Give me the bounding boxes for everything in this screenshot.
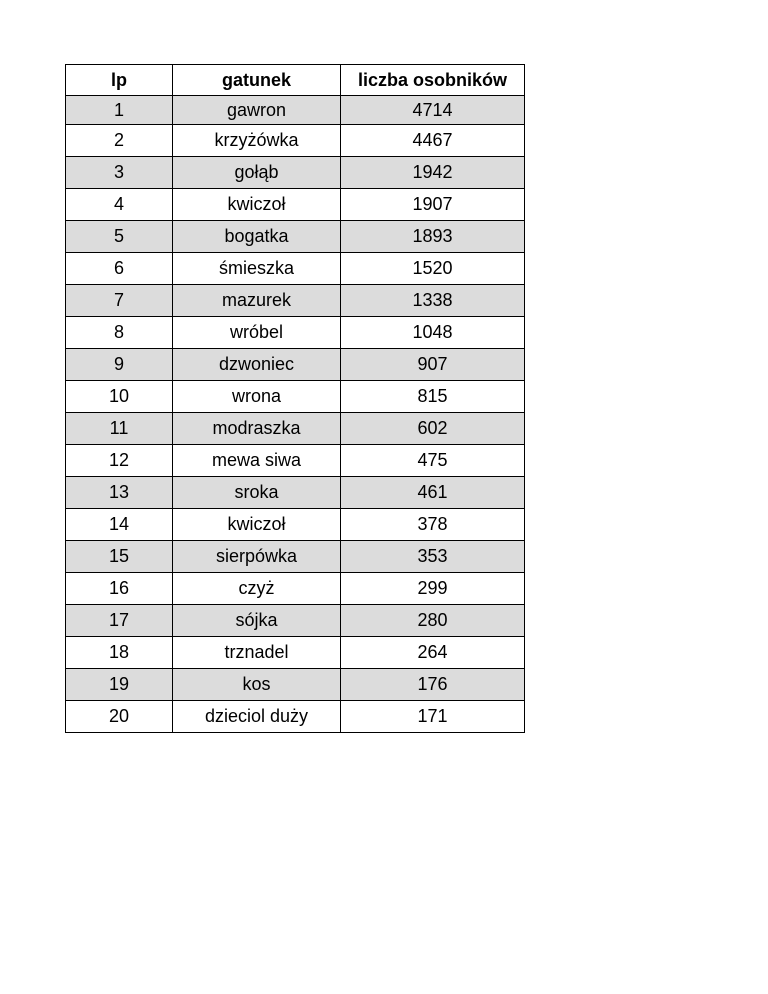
cell-gatunek: wrona bbox=[173, 381, 341, 413]
header-row bbox=[66, 65, 525, 96]
table-row bbox=[66, 509, 525, 541]
cell-lp: 17 bbox=[66, 605, 173, 637]
table-row bbox=[66, 605, 525, 637]
cell-gatunek: dzwoniec bbox=[173, 349, 341, 381]
cell-liczba: 1520 bbox=[341, 253, 525, 285]
table-row bbox=[66, 573, 525, 605]
cell-lp: 6 bbox=[66, 253, 173, 285]
cell-gatunek: czyż bbox=[173, 573, 341, 605]
cell-gatunek: krzyżówka bbox=[173, 125, 341, 157]
cell-lp: 20 bbox=[66, 701, 173, 733]
table-row bbox=[66, 445, 525, 477]
table-row bbox=[66, 157, 525, 189]
species-table-container bbox=[65, 64, 525, 733]
table-row bbox=[66, 637, 525, 669]
cell-lp: 18 bbox=[66, 637, 173, 669]
cell-liczba: 176 bbox=[341, 669, 525, 701]
cell-gatunek: gawron bbox=[173, 96, 341, 125]
table-row bbox=[66, 381, 525, 413]
cell-lp: 13 bbox=[66, 477, 173, 509]
cell-gatunek: sójka bbox=[173, 605, 341, 637]
cell-liczba: 815 bbox=[341, 381, 525, 413]
cell-lp: 1 bbox=[66, 96, 173, 125]
header-gatunek: gatunek bbox=[173, 65, 341, 96]
cell-liczba: 907 bbox=[341, 349, 525, 381]
cell-gatunek: dzieciol duży bbox=[173, 701, 341, 733]
cell-lp: 19 bbox=[66, 669, 173, 701]
table-row bbox=[66, 96, 525, 125]
table-row bbox=[66, 413, 525, 445]
table-row bbox=[66, 125, 525, 157]
cell-lp: 2 bbox=[66, 125, 173, 157]
cell-lp: 7 bbox=[66, 285, 173, 317]
cell-gatunek: modraszka bbox=[173, 413, 341, 445]
cell-liczba: 264 bbox=[341, 637, 525, 669]
table-row bbox=[66, 317, 525, 349]
cell-gatunek: śmieszka bbox=[173, 253, 341, 285]
table-row bbox=[66, 221, 525, 253]
cell-lp: 12 bbox=[66, 445, 173, 477]
species-count-table bbox=[65, 64, 525, 733]
cell-gatunek: mewa siwa bbox=[173, 445, 341, 477]
cell-lp: 3 bbox=[66, 157, 173, 189]
cell-gatunek: bogatka bbox=[173, 221, 341, 253]
cell-liczba: 602 bbox=[341, 413, 525, 445]
cell-gatunek: kos bbox=[173, 669, 341, 701]
cell-gatunek: sroka bbox=[173, 477, 341, 509]
cell-liczba: 1942 bbox=[341, 157, 525, 189]
cell-lp: 10 bbox=[66, 381, 173, 413]
cell-liczba: 1907 bbox=[341, 189, 525, 221]
cell-liczba: 4467 bbox=[341, 125, 525, 157]
cell-lp: 9 bbox=[66, 349, 173, 381]
cell-gatunek: gołąb bbox=[173, 157, 341, 189]
table-row bbox=[66, 285, 525, 317]
cell-liczba: 461 bbox=[341, 477, 525, 509]
cell-gatunek: kwiczoł bbox=[173, 189, 341, 221]
cell-lp: 4 bbox=[66, 189, 173, 221]
cell-lp: 16 bbox=[66, 573, 173, 605]
header-liczba-osobnikow: liczba osobników bbox=[341, 65, 525, 96]
table-row bbox=[66, 477, 525, 509]
table-body bbox=[66, 96, 525, 733]
cell-lp: 14 bbox=[66, 509, 173, 541]
table-row bbox=[66, 189, 525, 221]
cell-liczba: 475 bbox=[341, 445, 525, 477]
table-row bbox=[66, 669, 525, 701]
cell-liczba: 1338 bbox=[341, 285, 525, 317]
cell-gatunek: kwiczoł bbox=[173, 509, 341, 541]
cell-gatunek: mazurek bbox=[173, 285, 341, 317]
cell-liczba: 171 bbox=[341, 701, 525, 733]
cell-lp: 8 bbox=[66, 317, 173, 349]
cell-liczba: 1893 bbox=[341, 221, 525, 253]
cell-gatunek: trznadel bbox=[173, 637, 341, 669]
cell-gatunek: wróbel bbox=[173, 317, 341, 349]
cell-liczba: 378 bbox=[341, 509, 525, 541]
table-row bbox=[66, 253, 525, 285]
cell-liczba: 353 bbox=[341, 541, 525, 573]
table-row bbox=[66, 349, 525, 381]
cell-lp: 11 bbox=[66, 413, 173, 445]
table-row bbox=[66, 701, 525, 733]
header-lp: lp bbox=[66, 65, 173, 96]
cell-liczba: 299 bbox=[341, 573, 525, 605]
cell-lp: 15 bbox=[66, 541, 173, 573]
cell-liczba: 4714 bbox=[341, 96, 525, 125]
cell-lp: 5 bbox=[66, 221, 173, 253]
cell-liczba: 280 bbox=[341, 605, 525, 637]
cell-gatunek: sierpówka bbox=[173, 541, 341, 573]
cell-liczba: 1048 bbox=[341, 317, 525, 349]
table-row bbox=[66, 541, 525, 573]
